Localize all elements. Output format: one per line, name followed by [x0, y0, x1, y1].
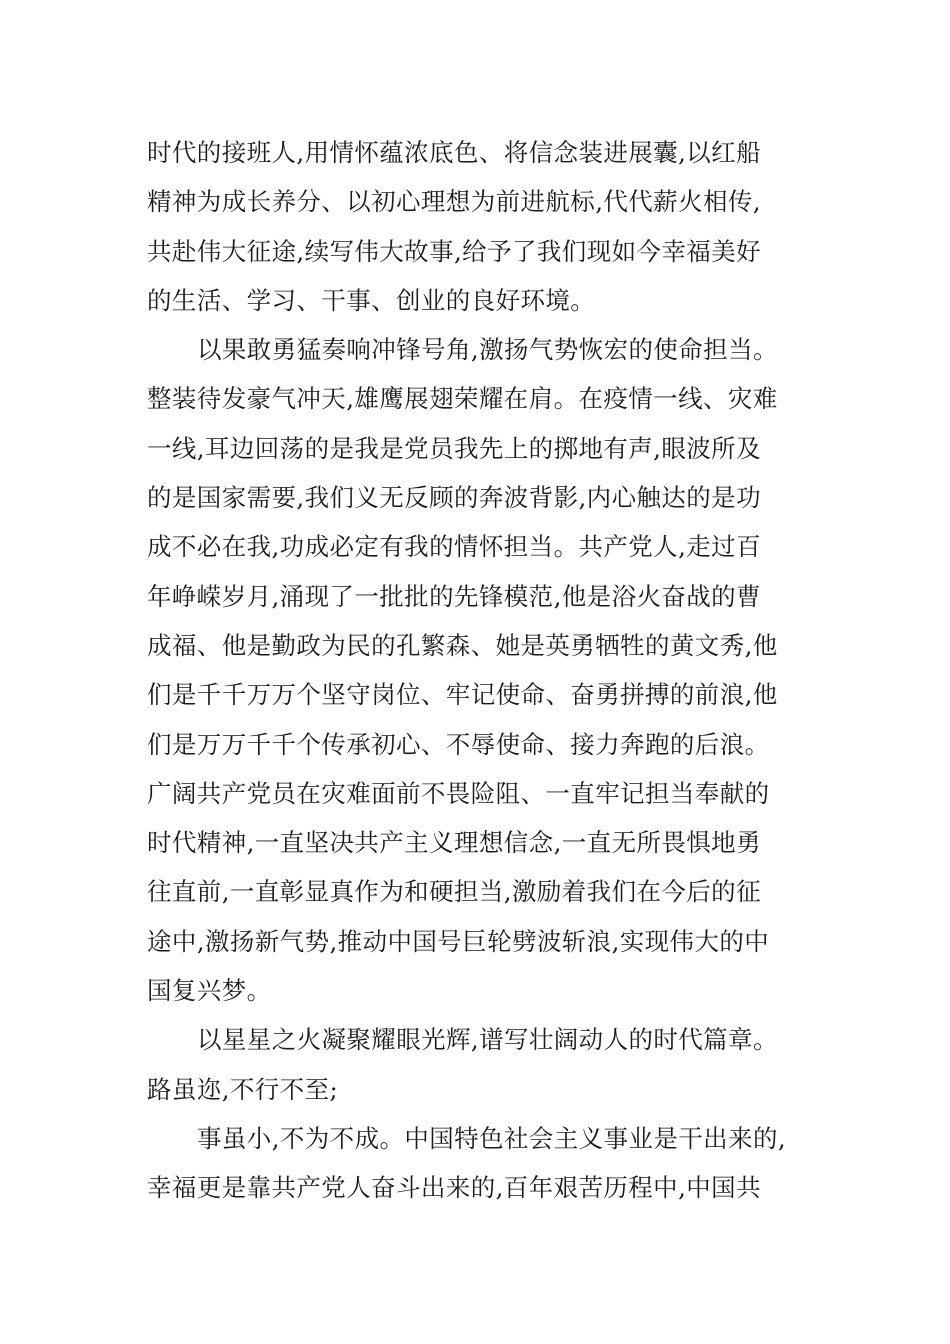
text-line: 国复兴梦。 — [147, 976, 272, 1006]
text-line: 往直前,一直彰显真作为和硬担当,激励着我们在今后的征 — [147, 877, 761, 907]
text-line: 们是千千万万个坚守岗位、牢记使命、奋勇拼搏的前浪,他 — [147, 680, 778, 710]
text-line: 途中,激扬新气势,推动中国号巨轮劈波斩浪,实现伟大的中 — [147, 926, 770, 956]
text-line: 成福、他是勤政为民的孔繁森、她是英勇牺牲的黄文秀,他 — [147, 630, 778, 660]
text-line: 的生活、学习、干事、创业的良好环境。 — [147, 285, 596, 315]
paragraph-first-line: 以果敢勇猛奏响冲锋号角,激扬气势恢宏的使命担当。 — [197, 335, 778, 365]
text-line: 幸福更是靠共产党人奋斗出来的,百年艰苦历程中,中国共 — [147, 1173, 761, 1203]
body-text — [147, 128, 807, 1213]
paragraph-first-line: 以星星之火凝聚耀眼光辉,谱写壮阔动人的时代篇章。 — [197, 1025, 778, 1055]
text-line: 共赴伟大征途,续写伟大故事,给予了我们现如今幸福美好 — [147, 236, 761, 266]
text-line: 时代精神,一直坚决共产主义理想信念,一直无所畏惧地勇 — [147, 828, 761, 858]
text-line: 们是万万千千个传承初心、不辱使命、接力奔跑的后浪。 — [147, 729, 770, 759]
text-line: 的是国家需要,我们义无反顾的奔波背影,内心触达的是功 — [147, 483, 761, 513]
text-line: 一线,耳边回荡的是我是党员我先上的掷地有声,眼波所及 — [147, 433, 761, 463]
text-line: 精神为成长养分、以初心理想为前进航标,代代薪火相传, — [147, 187, 761, 217]
paragraph-first-line: 事虽小,不为不成。中国特色社会主义事业是干出来的, — [197, 1123, 787, 1153]
text-line: 成不必在我,功成必定有我的情怀担当。共产党人,走过百 — [147, 532, 761, 562]
text-line: 整装待发豪气冲天,雄鹰展翅荣耀在肩。在疫情一线、灾难 — [147, 384, 778, 414]
text-line: 路虽迩,不行不至; — [147, 1074, 339, 1104]
text-line: 时代的接班人,用情怀蕴浓底色、将信念装进展囊,以红船 — [147, 138, 761, 167]
text-line: 年峥嵘岁月,涌现了一批批的先锋模范,他是浴火奋战的曹 — [147, 581, 761, 611]
text-line: 广阔共产党员在灾难面前不畏险阻、一直牢记担当奉献的 — [147, 778, 770, 808]
